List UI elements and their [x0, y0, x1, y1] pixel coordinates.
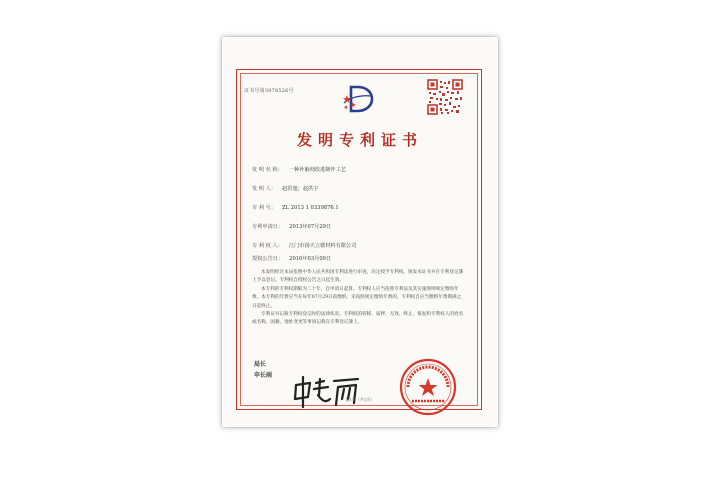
patent-certificate	[222, 37, 498, 427]
field-value: 2013年07月29日	[289, 224, 332, 230]
field-value: 一种补脑剂改进制作工艺	[288, 167, 346, 173]
field-patentee	[252, 242, 356, 249]
field-label: 发 明 人：	[252, 186, 277, 192]
body-paragraph: 专利证书记载专利权登记时的法律状况。专利权的转移、质押、无效、终止、恢复和专利权人的姓名或名称、国籍、地址变更等事项记载在专利登记簿上。	[252, 312, 464, 326]
field-label: 专 利 号：	[252, 205, 277, 211]
field-label: 专利申请日：	[252, 224, 284, 230]
field-label: 发 明 名 称：	[252, 167, 283, 173]
body-paragraph: 本专利的专利权期限为二十年，自申请日起算。专利权人应当依照专利法及其实施细则规定缴纳年费。本专利的年费应当在每年07月29日前缴纳。未按照规定缴纳年费的，专利权自应当缴纳年费期满之日起终止。	[252, 286, 462, 309]
qr-code-icon	[427, 79, 463, 115]
director-name: 申长雨	[254, 372, 273, 379]
field-patent-number	[252, 204, 339, 211]
field-label: 授权公告日：	[252, 256, 284, 262]
field-value: ZL 2013 1 0339876.1	[282, 205, 339, 211]
certificate-body-text	[252, 269, 465, 328]
official-seal	[398, 357, 458, 417]
field-application-date	[252, 223, 331, 230]
page-indicator: 第1页（共1页）	[345, 397, 375, 402]
field-value: 2016年03月09日	[289, 256, 332, 262]
field-value: 江门市扬天立德材料有限公司	[288, 243, 357, 249]
field-invention-name	[252, 166, 346, 173]
director-title: 局长	[254, 361, 267, 368]
body-paragraph: 本发明经过本局依照中华人民共和国专利法进行审查，决定授予专利权，颁发本证书并在专利登记簿上予以登记。专利权自授权公告之日起生效。	[252, 270, 464, 284]
certificate-number: 证书号第3978526号	[244, 88, 294, 94]
field-inventor	[252, 185, 318, 192]
field-value: 赵洪旭；赵洪宇	[282, 186, 319, 192]
handwritten-signature	[292, 375, 364, 409]
certificate-title: 发明专利证书	[296, 131, 423, 149]
field-grant-date	[252, 255, 331, 262]
field-label: 专 利 权 人：	[252, 243, 283, 249]
patent-office-logo-icon	[341, 83, 375, 115]
